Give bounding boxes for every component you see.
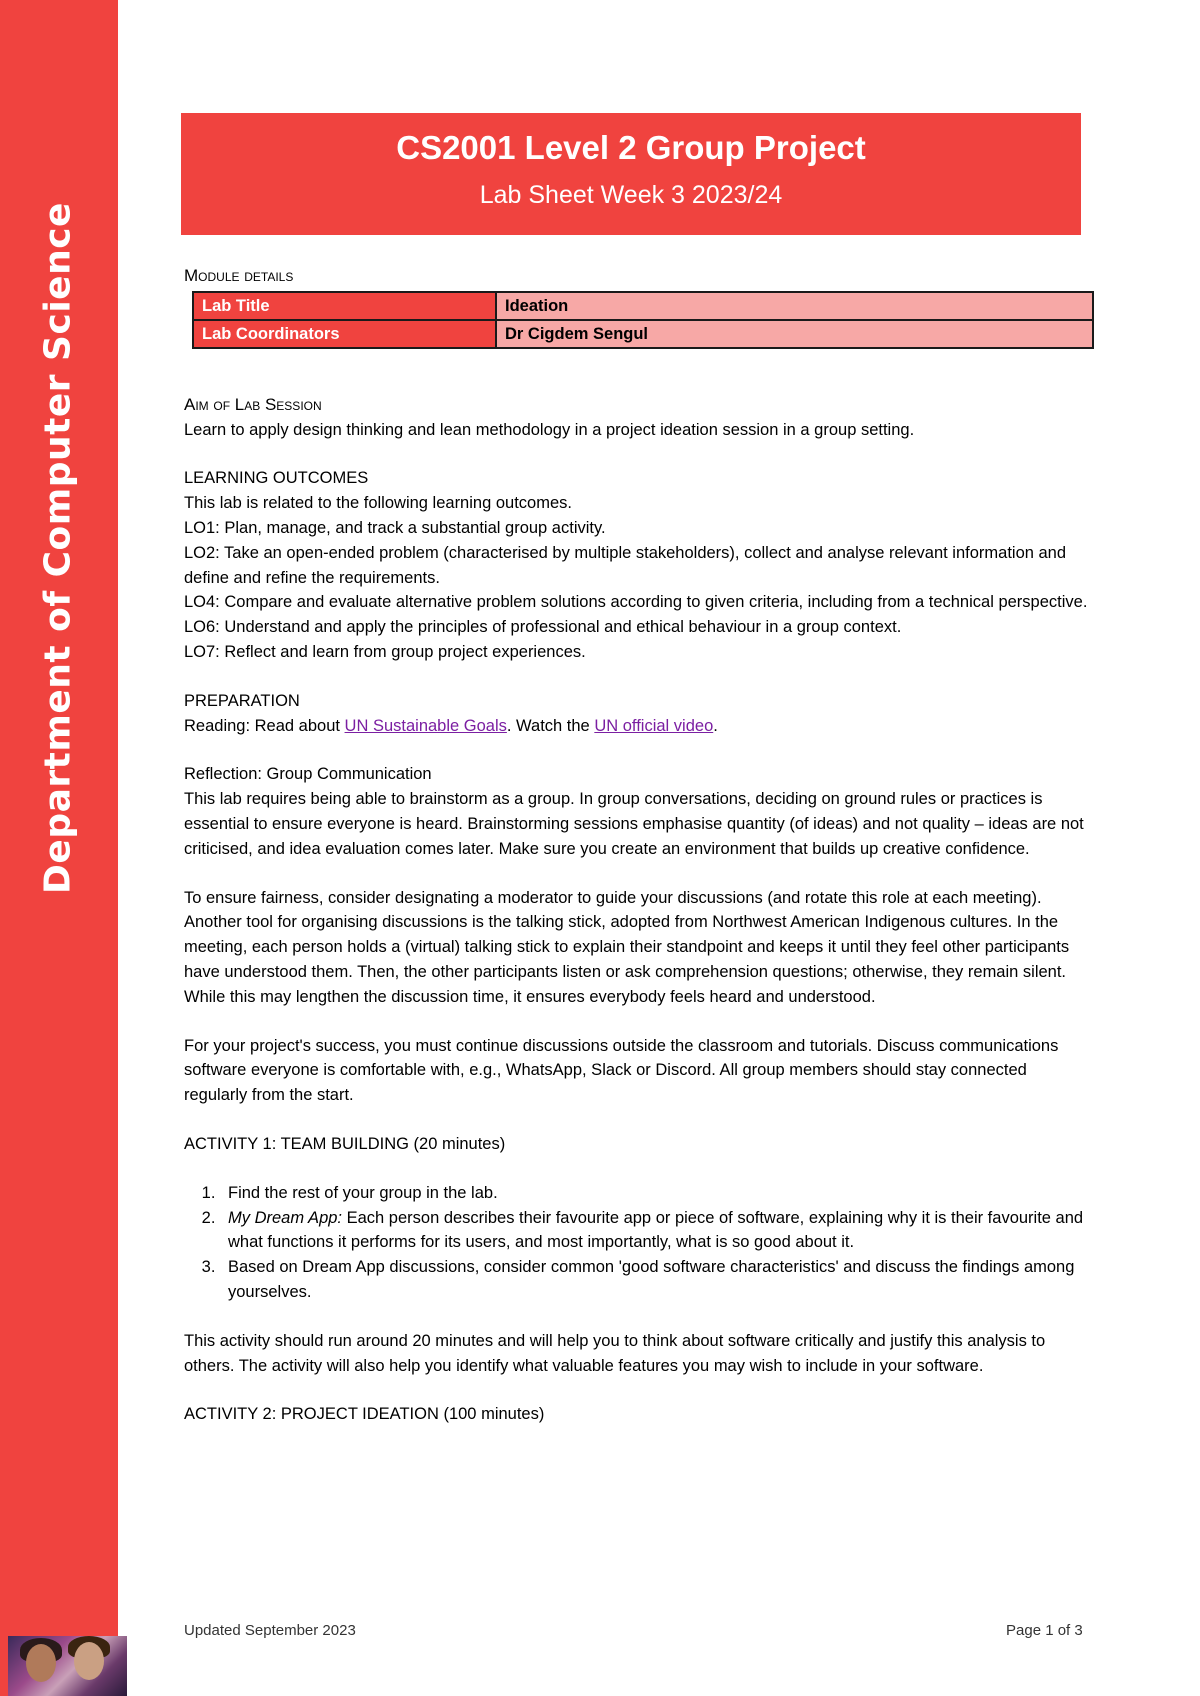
module-details-table <box>192 291 1094 349</box>
learning-outcome-item: LO4: Compare and evaluate alternative problem solutions according to given criteria, including from a technical perspective. <box>184 593 1088 612</box>
learning-outcome-item: LO1: Plan, manage, and track a substantial group activity. <box>184 518 606 537</box>
lab-coordinators-value: Dr Cigdem Sengul <box>496 320 1093 348</box>
module-details-heading: Module details <box>184 266 294 285</box>
aim-heading: Aim of Lab Session <box>184 394 322 414</box>
list-item: 2. My Dream App: Each person describes their favourite app or piece of software, explaining why it is their favourite and what functions it performs for its users, and most importantly, what is so good about it. <box>220 1206 1094 1256</box>
document-body <box>184 264 1094 1427</box>
footer-updated: Updated September 2023 <box>184 1622 356 1639</box>
activity-2-heading: ACTIVITY 2: PROJECT IDEATION (100 minutes) <box>184 1405 545 1424</box>
learning-outcome-item: LO7: Reflect and learn from group project experiences. <box>184 642 586 661</box>
table-row <box>193 320 1093 348</box>
lab-title-value: Ideation <box>496 292 1093 320</box>
reflection-heading: Reflection: Group Communication <box>184 765 432 784</box>
table-row <box>193 292 1093 320</box>
learning-outcome-item: LO2: Take an open-ended problem (characterised by multiple stakeholders), collect and analyse relevant information and define and refine the requirements. <box>184 543 1067 587</box>
learning-outcomes-heading: LEARNING OUTCOMES <box>184 469 369 488</box>
list-item: 3. Based on Dream App discussions, consider common 'good software characteristics' and discuss the findings among yourselves. <box>220 1255 1094 1305</box>
preparation-heading: PREPARATION <box>184 691 300 710</box>
reflection-para-2: To ensure fairness, consider designating a moderator to guide your discussions (and rotate this role at each meeting). Another tool for organising discussions is the talking stick, adopted from Northwest American Indigenous cultures. In the meeting, each person holds a (virtual) talking stick to explain their standpoint and keeps it until they feel other participants have understood them. Then, the other participants listen or ask comprehension questions; otherwise, they remain silent. While this may lengthen the discussion time, it ensures everybody feels heard and understood. <box>184 888 1070 1006</box>
lab-coordinators-label: Lab Coordinators <box>193 320 496 348</box>
un-video-link[interactable]: UN official video <box>594 716 714 735</box>
document-title: CS2001 Level 2 Group Project <box>396 129 866 166</box>
document-subtitle: Lab Sheet Week 3 2023/24 <box>479 181 783 209</box>
learning-outcomes-intro: This lab is related to the following learning outcomes. <box>184 494 572 513</box>
activity-1-closing: This activity should run around 20 minutes and will help you to think about software critically and justify this analysis to others. The activity will also help you identify what valuable features you may wish to include in your software. <box>184 1331 1046 1375</box>
department-label: Department of Computer Science <box>37 202 79 894</box>
aim-text: Learn to apply design thinking and lean methodology in a project ideation session in a group setting. <box>184 420 915 439</box>
people-photo <box>8 1636 127 1696</box>
sidebar-band <box>0 0 118 1696</box>
footer-page-number: Page 1 of 3 <box>1006 1622 1083 1639</box>
learning-outcome-item: LO6: Understand and apply the principles of professional and ethical behaviour in a group context. <box>184 618 902 637</box>
reflection-para-3: For your project's success, you must continue discussions outside the classroom and tutorials. Discuss communications software everyone is comfortable with, e.g., WhatsApp, Slack or Discord. All group members should stay connected regularly from the start. <box>184 1036 1059 1105</box>
lab-title-label: Lab Title <box>193 292 496 320</box>
reflection-para-1: This lab requires being able to brainstorm as a group. In group conversations, deciding on ground rules or practices is essential to ensure everyone is heard. Brainstorming sessions emphasise quantity (of ideas) and not quality – ideas are not criticised, and idea evaluation comes later. Make sure you create an environment that builds up creative confidence. <box>184 790 1084 858</box>
preparation-reading: Reading: Read about UN Sustainable Goals. Watch the UN official video. <box>184 716 718 735</box>
activity-1-steps <box>184 1181 1094 1305</box>
activity-1-heading: ACTIVITY 1: TEAM BUILDING (20 minutes) <box>184 1134 506 1153</box>
un-goals-link[interactable]: UN Sustainable Goals <box>344 716 507 735</box>
header-banner <box>181 113 1081 235</box>
list-item: 1. Find the rest of your group in the lab. <box>220 1181 1094 1206</box>
